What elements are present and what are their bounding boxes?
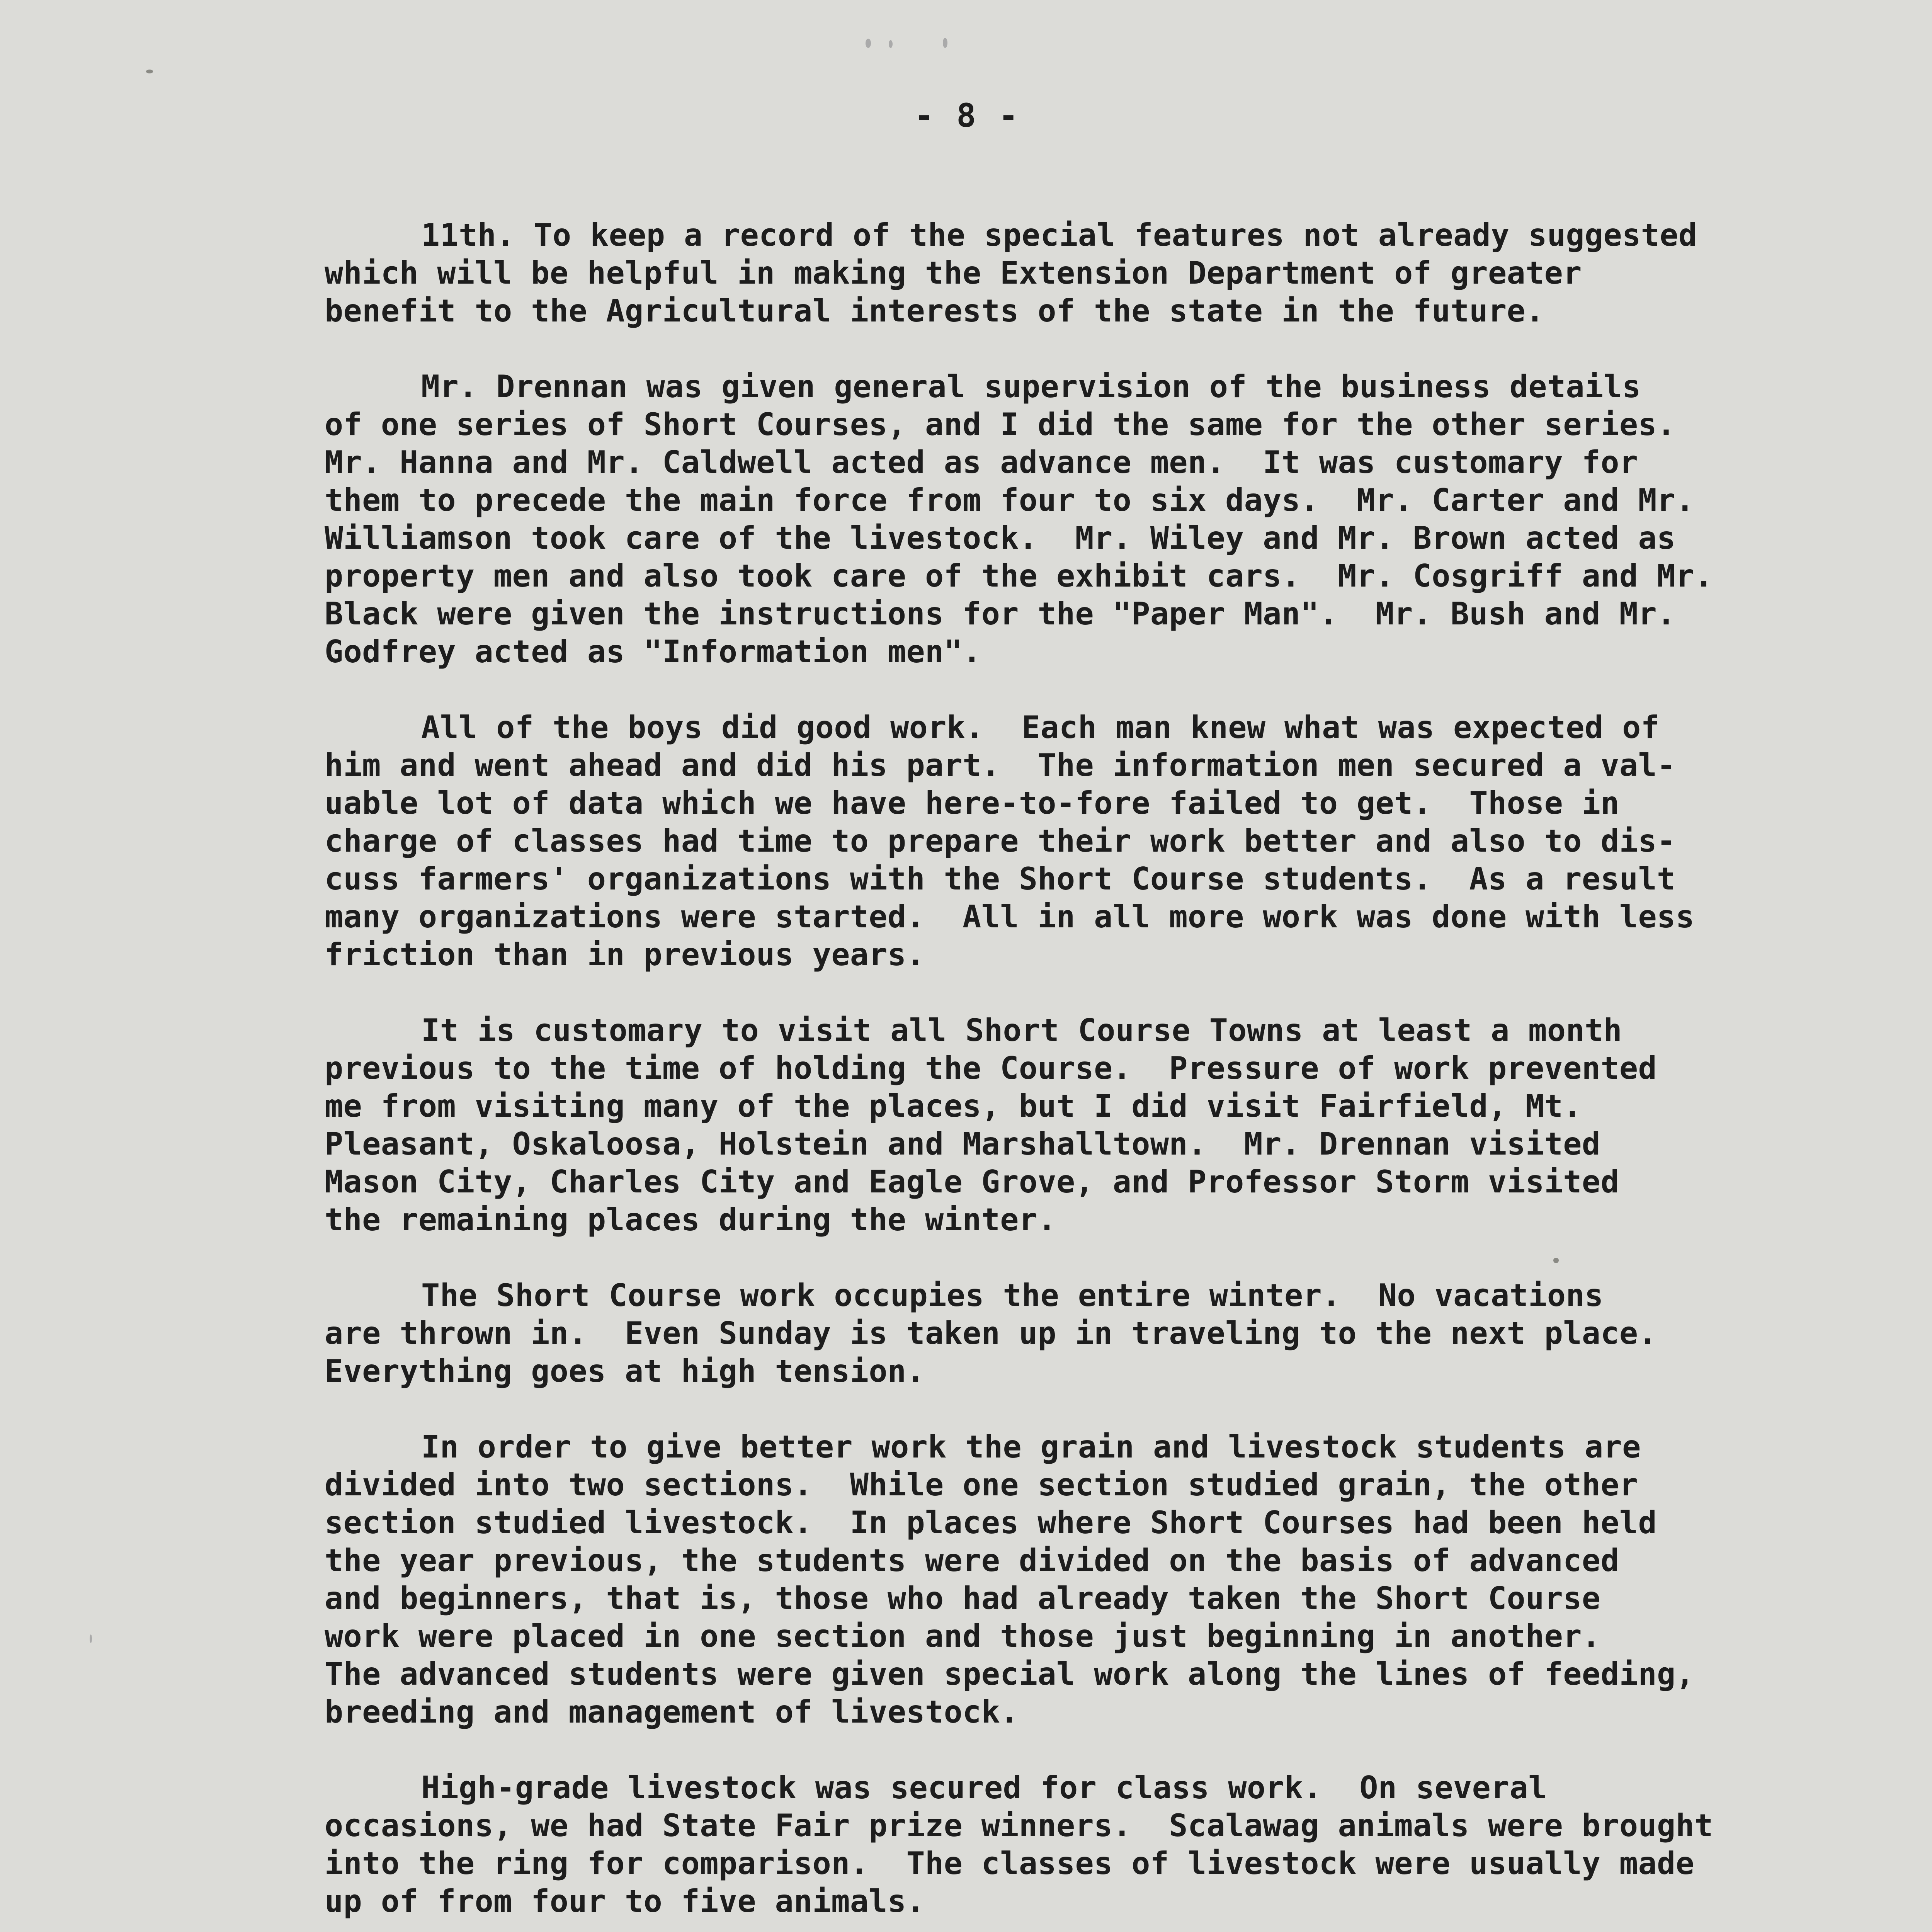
- paragraph: [325, 1428, 1855, 1731]
- paper-speck: [866, 39, 871, 48]
- text-line: In order to give better work the grain and livestock students are: [421, 1429, 1641, 1465]
- text-line: Mason City, Charles City and Eagle Grove, and Professor Storm visited: [325, 1164, 1619, 1200]
- text-line: and beginners, that is, those who had already taken the Short Course: [325, 1580, 1601, 1616]
- text-line: many organizations were started. All in all more work was done with less: [325, 899, 1695, 935]
- paragraph: [325, 1277, 1855, 1390]
- text-line: Pleasant, Oskaloosa, Holstein and Marshalltown. Mr. Drennan visited: [325, 1126, 1601, 1162]
- paper-speck: [146, 70, 153, 73]
- text-line: The advanced students were given special work along the lines of feeding,: [325, 1656, 1695, 1692]
- paragraph: [325, 368, 1855, 671]
- text-line: property men and also took care of the exhibit cars. Mr. Cosgriff and Mr.: [325, 558, 1713, 594]
- text-line: the remaining places during the winter.: [325, 1202, 1056, 1238]
- text-line: Williamson took care of the livestock. Mr. Wiley and Mr. Brown acted as: [325, 520, 1676, 556]
- text-line: High-grade livestock was secured for class work. On several: [421, 1770, 1547, 1806]
- text-line: All of the boys did good work. Each man knew what was expected of: [421, 709, 1660, 745]
- text-line: 11th. To keep a record of the special features not already suggested: [421, 217, 1697, 253]
- text-line: charge of classes had time to prepare their work better and also to dis-: [325, 823, 1676, 859]
- text-line: cuss farmers' organizations with the Short Course students. As a result: [325, 861, 1676, 897]
- text-line: breeding and management of livestock.: [325, 1694, 1019, 1730]
- text-line: Mr. Drennan was given general supervision of the business details: [421, 369, 1641, 405]
- text-line: up of from four to five animals.: [325, 1883, 925, 1919]
- text-line: uable lot of data which we have here-to-fore failed to get. Those in: [325, 785, 1619, 821]
- text-line: It is customary to visit all Short Course Towns at least a month: [421, 1012, 1622, 1048]
- text-line: Mr. Hanna and Mr. Caldwell acted as advance men. It was customary for: [325, 444, 1638, 480]
- paragraph: [325, 1012, 1855, 1239]
- text-line: friction than in previous years.: [325, 937, 925, 973]
- text-line: the year previous, the students were divided on the basis of advanced: [325, 1543, 1619, 1578]
- text-line: work were placed in one section and those just beginning in another.: [325, 1618, 1601, 1654]
- text-line: previous to the time of holding the Course. Pressure of work prevented: [325, 1050, 1657, 1086]
- document-body: [325, 216, 1855, 1932]
- text-line: me from visiting many of the places, but I did visit Fairfield, Mt.: [325, 1088, 1582, 1124]
- text-line: occasions, we had State Fair prize winners. Scalawag animals were brought: [325, 1808, 1713, 1844]
- text-line: Everything goes at high tension.: [325, 1353, 925, 1389]
- text-line: are thrown in. Even Sunday is taken up in traveling to the next place.: [325, 1315, 1657, 1351]
- text-line: him and went ahead and did his part. The information men secured a val-: [325, 747, 1676, 783]
- text-line: The Short Course work occupies the entire winter. No vacations: [421, 1277, 1604, 1313]
- paper-speck: [943, 38, 947, 48]
- paper-speck: [90, 1634, 92, 1643]
- text-line: Godfrey acted as "Information men".: [325, 634, 981, 670]
- text-line: benefit to the Agricultural interests of the state in the future.: [325, 293, 1544, 329]
- text-line: divided into two sections. While one section studied grain, the other: [325, 1467, 1638, 1503]
- paper-speck: [889, 40, 893, 48]
- text-line: Black were given the instructions for the "Paper Man". Mr. Bush and Mr.: [325, 596, 1676, 632]
- text-line: into the ring for comparison. The classes of livestock were usually made: [325, 1845, 1695, 1881]
- text-line: of one series of Short Courses, and I did the same for the other series.: [325, 406, 1676, 442]
- page-number: - 8 -: [914, 97, 1020, 134]
- text-line: them to precede the main force from four to six days. Mr. Carter and Mr.: [325, 482, 1695, 518]
- text-line: which will be helpful in making the Extension Department of greater: [325, 255, 1582, 291]
- paper-speck: [1553, 1258, 1559, 1263]
- text-line: section studied livestock. In places where Short Courses had been held: [325, 1505, 1657, 1541]
- paragraph: [325, 216, 1855, 330]
- paragraph: [325, 1769, 1855, 1920]
- paragraph: [325, 709, 1855, 974]
